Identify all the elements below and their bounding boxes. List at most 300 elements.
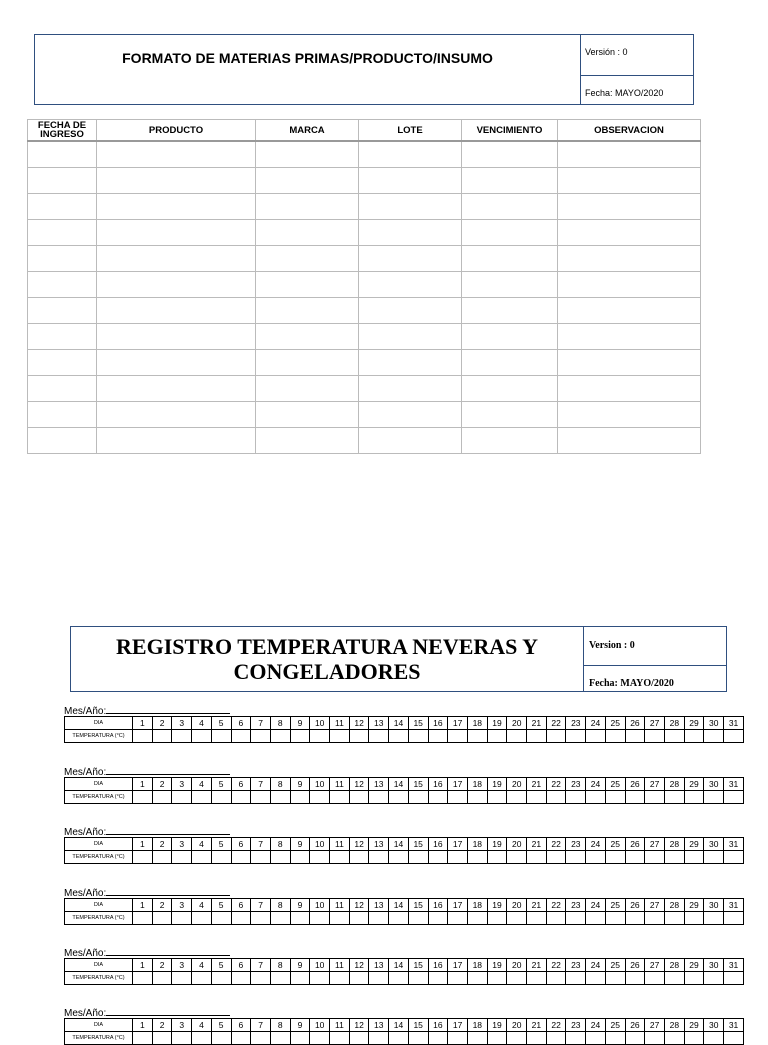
table-cell[interactable] bbox=[256, 298, 359, 324]
temperature-cell[interactable] bbox=[467, 791, 487, 804]
temperature-cell[interactable] bbox=[586, 972, 606, 985]
temperature-cell[interactable] bbox=[724, 851, 744, 864]
table-cell[interactable] bbox=[97, 324, 256, 350]
temperature-cell[interactable] bbox=[349, 1032, 369, 1045]
table-cell[interactable] bbox=[28, 402, 97, 428]
table-cell[interactable] bbox=[462, 402, 558, 428]
temperature-cell[interactable] bbox=[192, 730, 212, 743]
table-cell[interactable] bbox=[359, 376, 462, 402]
temperature-cell[interactable] bbox=[152, 851, 172, 864]
temperature-cell[interactable] bbox=[428, 851, 448, 864]
temperature-cell[interactable] bbox=[645, 791, 665, 804]
temperature-cell[interactable] bbox=[645, 1032, 665, 1045]
day-number: 28 bbox=[664, 778, 684, 791]
temperature-cell[interactable] bbox=[330, 972, 350, 985]
temperature-cell[interactable] bbox=[507, 972, 527, 985]
table-cell[interactable] bbox=[256, 246, 359, 272]
temperature-cell[interactable] bbox=[448, 912, 468, 925]
temperature-cell[interactable] bbox=[527, 972, 547, 985]
temperature-cell[interactable] bbox=[566, 730, 586, 743]
temperature-cell[interactable] bbox=[684, 730, 704, 743]
table-cell[interactable] bbox=[359, 168, 462, 194]
temperature-cell[interactable] bbox=[172, 972, 192, 985]
month-year-field[interactable] bbox=[106, 765, 230, 775]
temperature-cell[interactable] bbox=[467, 730, 487, 743]
temperature-cell[interactable] bbox=[704, 1032, 724, 1045]
table-cell[interactable] bbox=[359, 272, 462, 298]
temperature-cell[interactable] bbox=[349, 912, 369, 925]
table-cell[interactable] bbox=[28, 194, 97, 220]
table-cell[interactable] bbox=[256, 324, 359, 350]
table-cell[interactable] bbox=[97, 194, 256, 220]
table-cell[interactable] bbox=[558, 246, 701, 272]
temperature-cell[interactable] bbox=[487, 972, 507, 985]
table-cell[interactable] bbox=[359, 402, 462, 428]
temperature-cell[interactable] bbox=[527, 791, 547, 804]
table-cell[interactable] bbox=[97, 402, 256, 428]
temperature-cell[interactable] bbox=[330, 730, 350, 743]
table-cell[interactable] bbox=[256, 350, 359, 376]
temperature-cell[interactable] bbox=[605, 912, 625, 925]
month-year-field[interactable] bbox=[106, 1006, 230, 1016]
day-number: 18 bbox=[467, 899, 487, 912]
temperature-cell[interactable] bbox=[231, 1032, 251, 1045]
temperature-cell[interactable] bbox=[369, 791, 389, 804]
temperature-cell[interactable] bbox=[192, 912, 212, 925]
raw-materials-table bbox=[27, 119, 701, 454]
temperature-cell[interactable] bbox=[704, 912, 724, 925]
table-cell[interactable] bbox=[558, 194, 701, 220]
table-cell[interactable] bbox=[462, 428, 558, 454]
table-cell[interactable] bbox=[558, 402, 701, 428]
table-cell[interactable] bbox=[97, 428, 256, 454]
table-cell[interactable] bbox=[97, 376, 256, 402]
temperature-cell[interactable] bbox=[270, 791, 290, 804]
temperature-cell[interactable] bbox=[664, 1032, 684, 1045]
temperature-cell[interactable] bbox=[330, 851, 350, 864]
temperature-cell[interactable] bbox=[192, 851, 212, 864]
temperature-cell[interactable] bbox=[251, 912, 271, 925]
table-cell[interactable] bbox=[28, 220, 97, 246]
temperature-cell[interactable] bbox=[389, 1032, 409, 1045]
table-cell[interactable] bbox=[256, 194, 359, 220]
temperature-cell[interactable] bbox=[310, 912, 330, 925]
day-number: 19 bbox=[487, 838, 507, 851]
day-number: 10 bbox=[310, 899, 330, 912]
temperature-cell[interactable] bbox=[586, 851, 606, 864]
table-cell[interactable] bbox=[256, 272, 359, 298]
month-year-field[interactable] bbox=[106, 886, 230, 896]
day-number: 4 bbox=[192, 899, 212, 912]
temperature-cell[interactable] bbox=[369, 730, 389, 743]
temperature-cell[interactable] bbox=[507, 1032, 527, 1045]
day-number: 3 bbox=[172, 959, 192, 972]
temperature-cell[interactable] bbox=[625, 791, 645, 804]
temperature-row-label: TEMPERATURA (°C) bbox=[65, 791, 133, 804]
table-cell[interactable] bbox=[97, 272, 256, 298]
temperature-cell[interactable] bbox=[349, 972, 369, 985]
day-number: 11 bbox=[330, 838, 350, 851]
temperature-cell[interactable] bbox=[251, 1032, 271, 1045]
table-cell[interactable] bbox=[97, 168, 256, 194]
temperature-cell[interactable] bbox=[133, 791, 153, 804]
table-cell[interactable] bbox=[359, 220, 462, 246]
temperature-cell[interactable] bbox=[330, 791, 350, 804]
temperature-cell[interactable] bbox=[231, 851, 251, 864]
temperature-cell[interactable] bbox=[133, 730, 153, 743]
temperature-cell[interactable] bbox=[211, 851, 231, 864]
temperature-cell[interactable] bbox=[290, 912, 310, 925]
table-cell[interactable] bbox=[462, 246, 558, 272]
temperature-cell[interactable] bbox=[172, 791, 192, 804]
temperature-cell[interactable] bbox=[684, 1032, 704, 1045]
temperature-cell[interactable] bbox=[448, 1032, 468, 1045]
table-cell[interactable] bbox=[256, 376, 359, 402]
day-number: 4 bbox=[192, 778, 212, 791]
temperature-cell[interactable] bbox=[507, 791, 527, 804]
temperature-cell[interactable] bbox=[152, 1032, 172, 1045]
table-cell[interactable] bbox=[256, 141, 359, 168]
temperature-cell[interactable] bbox=[369, 851, 389, 864]
temperature-cell[interactable] bbox=[527, 1032, 547, 1045]
temperature-cell[interactable] bbox=[231, 972, 251, 985]
day-number: 23 bbox=[566, 959, 586, 972]
temperature-cell[interactable] bbox=[172, 730, 192, 743]
temperature-row bbox=[65, 851, 744, 864]
temperature-cell[interactable] bbox=[724, 730, 744, 743]
temperature-cell[interactable] bbox=[211, 791, 231, 804]
table-cell[interactable] bbox=[28, 428, 97, 454]
temperature-cell[interactable] bbox=[172, 912, 192, 925]
temperature-cell[interactable] bbox=[546, 1032, 566, 1045]
temperature-cell[interactable] bbox=[487, 912, 507, 925]
temperature-cell[interactable] bbox=[527, 912, 547, 925]
table-cell[interactable] bbox=[28, 376, 97, 402]
temperature-cell[interactable] bbox=[408, 730, 428, 743]
table-cell[interactable] bbox=[256, 220, 359, 246]
temperature-cell[interactable] bbox=[349, 851, 369, 864]
temperature-cell[interactable] bbox=[586, 791, 606, 804]
table-cell[interactable] bbox=[359, 298, 462, 324]
table-cell[interactable] bbox=[28, 246, 97, 272]
temperature-cell[interactable] bbox=[487, 851, 507, 864]
table-cell[interactable] bbox=[359, 194, 462, 220]
table-cell[interactable] bbox=[558, 376, 701, 402]
day-number: 5 bbox=[211, 959, 231, 972]
day-number: 23 bbox=[566, 778, 586, 791]
table-cell[interactable] bbox=[558, 168, 701, 194]
temperature-cell[interactable] bbox=[310, 851, 330, 864]
day-number: 22 bbox=[546, 1019, 566, 1032]
temperature-cell[interactable] bbox=[507, 912, 527, 925]
day-number: 16 bbox=[428, 838, 448, 851]
temperature-cell[interactable] bbox=[231, 912, 251, 925]
month-year-field[interactable] bbox=[106, 704, 230, 714]
temperature-cell[interactable] bbox=[605, 972, 625, 985]
day-number: 19 bbox=[487, 778, 507, 791]
temperature-cell[interactable] bbox=[192, 972, 212, 985]
temperature-cell[interactable] bbox=[645, 851, 665, 864]
temperature-cell[interactable] bbox=[487, 791, 507, 804]
day-number: 25 bbox=[605, 959, 625, 972]
temperature-cell[interactable] bbox=[369, 1032, 389, 1045]
temperature-cell[interactable] bbox=[664, 912, 684, 925]
temperature-cell[interactable] bbox=[428, 912, 448, 925]
month-block bbox=[64, 886, 744, 925]
temperature-cell[interactable] bbox=[605, 1032, 625, 1045]
temperature-cell[interactable] bbox=[467, 912, 487, 925]
temperature-cell[interactable] bbox=[211, 912, 231, 925]
temperature-cell[interactable] bbox=[724, 912, 744, 925]
temperature-cell[interactable] bbox=[152, 791, 172, 804]
table-cell[interactable] bbox=[462, 194, 558, 220]
table-cell[interactable] bbox=[28, 298, 97, 324]
table-cell[interactable] bbox=[558, 298, 701, 324]
temperature-cell[interactable] bbox=[566, 972, 586, 985]
temperature-cell[interactable] bbox=[527, 851, 547, 864]
table-cell[interactable] bbox=[359, 324, 462, 350]
temperature-cell[interactable] bbox=[566, 1032, 586, 1045]
temperature-cell[interactable] bbox=[586, 912, 606, 925]
temperature-cell[interactable] bbox=[566, 791, 586, 804]
temperature-cell[interactable] bbox=[310, 730, 330, 743]
table-cell[interactable] bbox=[28, 350, 97, 376]
temperature-cell[interactable] bbox=[369, 972, 389, 985]
table-cell[interactable] bbox=[462, 350, 558, 376]
temperature-cell[interactable] bbox=[704, 851, 724, 864]
table-cell[interactable] bbox=[462, 376, 558, 402]
temperature-cell[interactable] bbox=[625, 972, 645, 985]
temperature-cell[interactable] bbox=[684, 791, 704, 804]
temperature-cell[interactable] bbox=[664, 851, 684, 864]
temperature-cell[interactable] bbox=[625, 1032, 645, 1045]
temperature-cell[interactable] bbox=[546, 912, 566, 925]
month-year-label bbox=[64, 1006, 744, 1018]
temperature-cell[interactable] bbox=[566, 851, 586, 864]
temperature-cell[interactable] bbox=[192, 791, 212, 804]
day-number: 14 bbox=[389, 838, 409, 851]
table-cell[interactable] bbox=[462, 324, 558, 350]
temperature-cell[interactable] bbox=[724, 791, 744, 804]
table-cell[interactable] bbox=[28, 324, 97, 350]
table-cell[interactable] bbox=[256, 168, 359, 194]
temperature-cell[interactable] bbox=[467, 972, 487, 985]
temperature-cell[interactable] bbox=[546, 851, 566, 864]
temperature-cell[interactable] bbox=[664, 730, 684, 743]
temperature-cell[interactable] bbox=[310, 1032, 330, 1045]
day-number: 8 bbox=[270, 717, 290, 730]
day-number: 21 bbox=[527, 717, 547, 730]
temperature-cell[interactable] bbox=[645, 912, 665, 925]
temperature-cell[interactable] bbox=[586, 1032, 606, 1045]
month-year-label bbox=[64, 765, 744, 777]
temperature-cell[interactable] bbox=[428, 972, 448, 985]
temperature-cell[interactable] bbox=[330, 912, 350, 925]
temperature-cell[interactable] bbox=[133, 972, 153, 985]
temperature-cell[interactable] bbox=[546, 730, 566, 743]
temperature-cell[interactable] bbox=[251, 730, 271, 743]
temperature-cell[interactable] bbox=[664, 972, 684, 985]
temperature-cell[interactable] bbox=[467, 851, 487, 864]
temperature-cell[interactable] bbox=[625, 730, 645, 743]
temperature-cell[interactable] bbox=[231, 791, 251, 804]
table-cell[interactable] bbox=[359, 428, 462, 454]
temperature-cell[interactable] bbox=[448, 730, 468, 743]
temperature-cell[interactable] bbox=[389, 851, 409, 864]
temperature-cell[interactable] bbox=[605, 791, 625, 804]
temperature-cell[interactable] bbox=[467, 1032, 487, 1045]
temperature-cell[interactable] bbox=[172, 1032, 192, 1045]
temperature-cell[interactable] bbox=[290, 791, 310, 804]
table-cell[interactable] bbox=[97, 246, 256, 272]
temperature-cell[interactable] bbox=[428, 1032, 448, 1045]
temperature-cell[interactable] bbox=[605, 730, 625, 743]
temperature-cell[interactable] bbox=[625, 912, 645, 925]
temperature-cell[interactable] bbox=[270, 730, 290, 743]
table-cell[interactable] bbox=[558, 220, 701, 246]
temperature-cell[interactable] bbox=[270, 851, 290, 864]
temperature-cell[interactable] bbox=[684, 851, 704, 864]
temperature-cell[interactable] bbox=[448, 972, 468, 985]
temperature-cell[interactable] bbox=[507, 730, 527, 743]
table-cell[interactable] bbox=[558, 141, 701, 168]
table-cell[interactable] bbox=[97, 141, 256, 168]
temperature-cell[interactable] bbox=[546, 972, 566, 985]
temperature-cell[interactable] bbox=[408, 791, 428, 804]
temperature-cell[interactable] bbox=[546, 791, 566, 804]
temperature-cell[interactable] bbox=[448, 851, 468, 864]
table-cell[interactable] bbox=[359, 350, 462, 376]
temperature-cell[interactable] bbox=[133, 1032, 153, 1045]
table-cell[interactable] bbox=[558, 350, 701, 376]
temperature-cell[interactable] bbox=[487, 730, 507, 743]
temperature-cell[interactable] bbox=[408, 912, 428, 925]
table-cell[interactable] bbox=[97, 220, 256, 246]
temperature-cell[interactable] bbox=[389, 972, 409, 985]
temperature-cell[interactable] bbox=[152, 972, 172, 985]
table-cell[interactable] bbox=[359, 246, 462, 272]
temperature-row bbox=[65, 1032, 744, 1045]
temperature-cell[interactable] bbox=[290, 851, 310, 864]
day-number: 4 bbox=[192, 1019, 212, 1032]
temperature-cell[interactable] bbox=[645, 730, 665, 743]
temperature-cell[interactable] bbox=[192, 1032, 212, 1045]
temperature-cell[interactable] bbox=[605, 851, 625, 864]
table-cell[interactable] bbox=[558, 428, 701, 454]
temperature-cell[interactable] bbox=[290, 730, 310, 743]
table-cell[interactable] bbox=[97, 298, 256, 324]
temperature-cell[interactable] bbox=[310, 972, 330, 985]
temperature-cell[interactable] bbox=[133, 851, 153, 864]
day-number: 12 bbox=[349, 959, 369, 972]
table-cell[interactable] bbox=[359, 141, 462, 168]
temperature-cell[interactable] bbox=[349, 791, 369, 804]
temperature-cell[interactable] bbox=[704, 791, 724, 804]
temperature-cell[interactable] bbox=[172, 851, 192, 864]
temperature-cell[interactable] bbox=[684, 972, 704, 985]
temperature-cell[interactable] bbox=[724, 972, 744, 985]
temperature-cell[interactable] bbox=[566, 912, 586, 925]
day-number: 13 bbox=[369, 717, 389, 730]
day-number: 31 bbox=[724, 838, 744, 851]
temperature-cell[interactable] bbox=[684, 912, 704, 925]
table-cell[interactable] bbox=[462, 141, 558, 168]
temperature-cell[interactable] bbox=[389, 912, 409, 925]
temperature-cell[interactable] bbox=[487, 1032, 507, 1045]
temperature-cell[interactable] bbox=[389, 730, 409, 743]
temperature-cell[interactable] bbox=[408, 1032, 428, 1045]
table-cell[interactable] bbox=[558, 272, 701, 298]
table-cell[interactable] bbox=[462, 298, 558, 324]
temperature-cell[interactable] bbox=[428, 730, 448, 743]
temperature-cell[interactable] bbox=[270, 972, 290, 985]
temperature-cell[interactable] bbox=[586, 730, 606, 743]
day-number: 16 bbox=[428, 959, 448, 972]
temperature-cell[interactable] bbox=[408, 851, 428, 864]
day-number: 10 bbox=[310, 1019, 330, 1032]
col-observacion: OBSERVACION bbox=[558, 120, 701, 142]
temperature-cell[interactable] bbox=[448, 791, 468, 804]
temperature-cell[interactable] bbox=[211, 1032, 231, 1045]
temperature-cell[interactable] bbox=[389, 791, 409, 804]
temperature-cell[interactable] bbox=[408, 972, 428, 985]
day-number: 8 bbox=[270, 899, 290, 912]
temperature-cell[interactable] bbox=[704, 972, 724, 985]
temperature-cell[interactable] bbox=[664, 791, 684, 804]
table-cell[interactable] bbox=[462, 220, 558, 246]
temperature-cell[interactable] bbox=[133, 912, 153, 925]
month-year-field[interactable] bbox=[106, 825, 230, 835]
temperature-cell[interactable] bbox=[251, 791, 271, 804]
table-cell[interactable] bbox=[256, 428, 359, 454]
temperature-cell[interactable] bbox=[369, 912, 389, 925]
temperature-cell[interactable] bbox=[231, 730, 251, 743]
month-year-field[interactable] bbox=[106, 946, 230, 956]
table-cell[interactable] bbox=[28, 272, 97, 298]
temperature-cell[interactable] bbox=[310, 791, 330, 804]
temperature-cell[interactable] bbox=[349, 730, 369, 743]
temperature-cell[interactable] bbox=[152, 730, 172, 743]
table-cell[interactable] bbox=[28, 141, 97, 168]
temperature-cell[interactable] bbox=[270, 912, 290, 925]
temperature-cell[interactable] bbox=[290, 972, 310, 985]
temperature-cell[interactable] bbox=[724, 1032, 744, 1045]
temperature-cell[interactable] bbox=[645, 972, 665, 985]
temperature-cell[interactable] bbox=[251, 851, 271, 864]
temperature-cell[interactable] bbox=[625, 851, 645, 864]
temperature-cell[interactable] bbox=[428, 791, 448, 804]
temperature-cell[interactable] bbox=[152, 912, 172, 925]
temperature-cell[interactable] bbox=[290, 1032, 310, 1045]
table-cell[interactable] bbox=[558, 324, 701, 350]
table-cell[interactable] bbox=[28, 168, 97, 194]
table-cell[interactable] bbox=[256, 402, 359, 428]
temperature-cell[interactable] bbox=[330, 1032, 350, 1045]
temperature-cell[interactable] bbox=[527, 730, 547, 743]
table-cell[interactable] bbox=[462, 168, 558, 194]
day-number: 18 bbox=[467, 1019, 487, 1032]
temperature-cell[interactable] bbox=[270, 1032, 290, 1045]
temperature-cell[interactable] bbox=[211, 972, 231, 985]
temperature-cell[interactable] bbox=[211, 730, 231, 743]
table-cell[interactable] bbox=[97, 350, 256, 376]
temperature-cell[interactable] bbox=[704, 730, 724, 743]
day-number: 11 bbox=[330, 899, 350, 912]
table-cell[interactable] bbox=[462, 272, 558, 298]
day-number: 16 bbox=[428, 778, 448, 791]
temperature-cell[interactable] bbox=[251, 972, 271, 985]
temperature-cell[interactable] bbox=[507, 851, 527, 864]
